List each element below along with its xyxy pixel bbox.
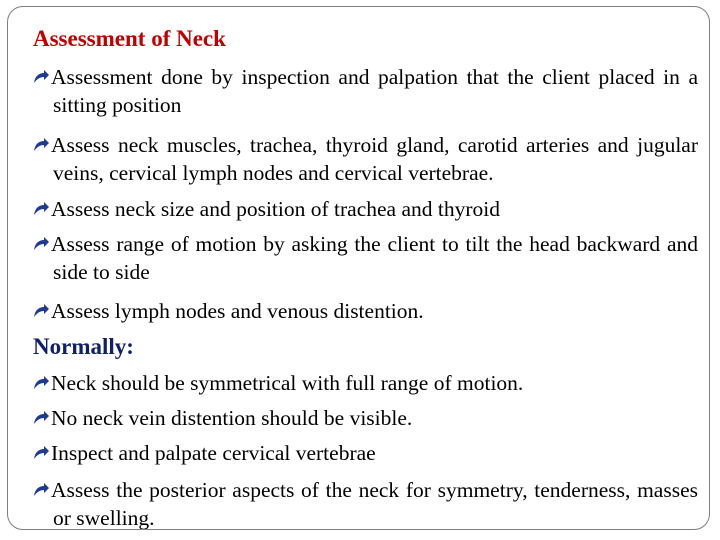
slide-frame [7, 6, 710, 530]
bullet-text: Inspect and palpate cervical vertebrae [51, 441, 376, 465]
curved-arrow-bullet-icon [33, 237, 49, 251]
bullet-item [33, 476, 698, 530]
bullet-text: Assess the posterior aspects of the neck for symmetry, tenderness, masses or swelling. [51, 478, 698, 530]
bullet-text: Assess neck muscles, trachea, thyroid gland, carotid arteries and jugular veins, cervical lymph nodes and cervical vertebrae. [51, 133, 698, 185]
bullet-item [33, 297, 698, 325]
bullet-item [33, 230, 698, 286]
curved-arrow-bullet-icon [33, 483, 49, 497]
bullet-text: No neck vein distention should be visible. [51, 406, 413, 430]
bullet-text: Assess neck size and position of trachea and thyroid [51, 197, 500, 221]
curved-arrow-bullet-icon [33, 376, 49, 390]
curved-arrow-bullet-icon [33, 411, 49, 425]
curved-arrow-bullet-icon [33, 446, 49, 460]
section-heading: Normally: [33, 334, 134, 359]
bullet-text: Assess range of motion by asking the client to tilt the head backward and side to side [51, 232, 698, 284]
bullet-text: Assessment done by inspection and palpation that the client placed in a sitting position [51, 65, 698, 117]
curved-arrow-bullet-icon [33, 202, 49, 216]
bullet-item [33, 404, 698, 432]
bullet-item [33, 131, 698, 187]
slide-title: Assessment of Neck [33, 26, 226, 51]
bullet-item [33, 63, 698, 119]
curved-arrow-bullet-icon [33, 138, 49, 152]
bullet-text: Assess lymph nodes and venous distention. [51, 299, 424, 323]
curved-arrow-bullet-icon [33, 304, 49, 318]
bullet-item [33, 195, 698, 223]
curved-arrow-bullet-icon [33, 70, 49, 84]
bullet-text: Neck should be symmetrical with full range of motion. [51, 371, 524, 395]
bullet-item [33, 369, 698, 397]
bullet-item [33, 439, 698, 467]
